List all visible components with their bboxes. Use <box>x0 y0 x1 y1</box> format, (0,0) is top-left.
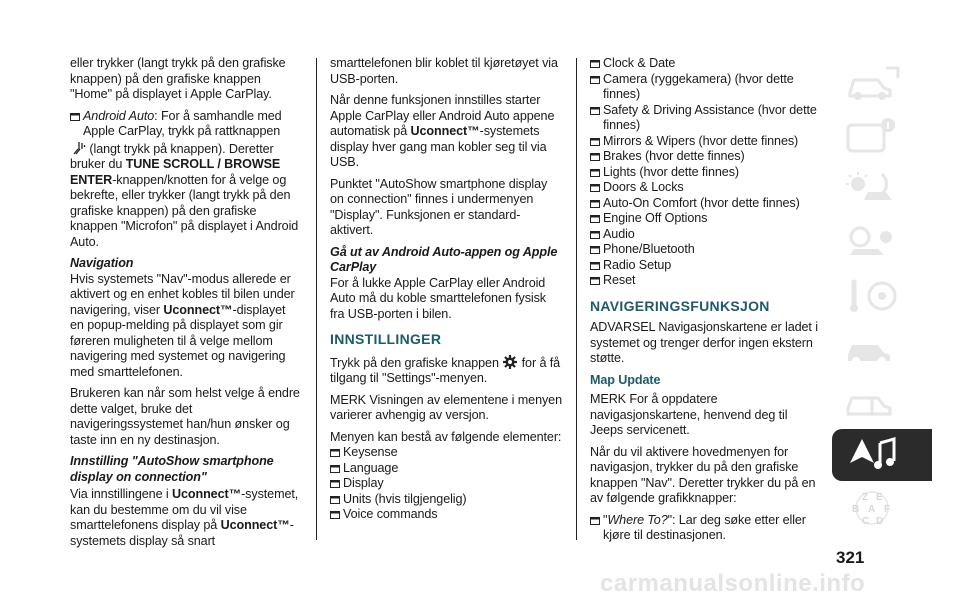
list-item: Reset <box>590 273 822 289</box>
column-divider <box>316 58 317 540</box>
car-specs-icon <box>842 382 902 422</box>
svg-text:D: D <box>876 516 884 527</box>
paragraph: eller trykker (langt trykk på den grafiske knappen) på den grafiske knappen "Home" på displayet i Apple CarPlay. <box>70 56 286 101</box>
tab-technical-specs[interactable] <box>832 376 932 428</box>
list-item: Lights (hvor dette finnes) <box>590 165 822 181</box>
settings-list-continued <box>590 56 822 289</box>
svg-text:Z: Z <box>862 492 869 503</box>
android-auto-label: Android Auto <box>83 108 155 123</box>
tab-instrument-panel[interactable] <box>832 111 932 163</box>
list-item: Safety & Driving Assistance (hvor dette finnes) <box>590 103 822 134</box>
list-item: Phone/Bluetooth <box>590 242 822 258</box>
bullet-icon <box>590 277 600 284</box>
paragraph: Når denne funksjonen innstilles starter Apple CarPlay eller Android Auto appene automatisk på Uconnect™-systemets display hver gang man kobler seg til via USB. <box>330 93 555 169</box>
bullet-icon <box>70 113 80 120</box>
page-number: 321 <box>836 548 865 567</box>
tab-starting-driving[interactable] <box>832 217 932 269</box>
navigation-music-icon <box>842 435 902 475</box>
list-item: Engine Off Options <box>590 211 822 227</box>
tab-safety[interactable] <box>832 164 932 216</box>
tune-scroll-label: TUNE SCROLL / BROWSE ENTER <box>70 157 281 187</box>
bullet-icon <box>590 169 600 176</box>
alphabet-index-icon <box>842 488 902 528</box>
bullet-icon <box>590 517 600 524</box>
bullet-icon <box>590 60 600 67</box>
list-item: Keysense <box>330 445 562 461</box>
paragraph: smarttelefonen blir koblet til kjøretøyet via USB-porten. <box>330 56 558 86</box>
android-auto-text: (langt trykk på knappen). Deretter bruker du TUNE SCROLL / BROWSE ENTER-knappen/knotten for å velge og bekrefte, eller trykker (langt trykk på den grafiske knappen) på den grafiske knappen "Microfon" på displayet i Android Auto. <box>70 141 299 249</box>
list-item: Audio <box>590 227 822 243</box>
bullet-icon <box>590 200 600 207</box>
bullet-icon <box>590 76 600 83</box>
tab-multimedia[interactable] <box>832 429 932 481</box>
list-item: Voice commands <box>330 507 562 523</box>
list-item: Auto-On Comfort (hvor dette finnes) <box>590 196 822 212</box>
column-divider <box>576 58 577 540</box>
paragraph: Hvis systemets "Nav"-modus allerede er aktivert og en enhet kobles til bilen under navigering, viser Uconnect™-displayet en popup-melding på displayet som gir føreren muligheten til å velge mellom navigering med systemet og navigering med smarttelefonen. <box>70 271 295 379</box>
tab-servicing[interactable] <box>832 323 932 375</box>
chapter-tabs <box>832 58 932 535</box>
bullet-icon <box>590 138 600 145</box>
bullet-icon <box>330 465 340 472</box>
where-to-item: "Where To?": Lar deg søke etter eller kjøre til destinasjonen. <box>590 513 822 544</box>
tab-index[interactable] <box>832 482 932 534</box>
watermark: carmanualsonline.info <box>600 570 866 597</box>
info-icon <box>842 117 902 157</box>
bullet-icon <box>330 449 340 456</box>
car-service-icon <box>842 329 902 369</box>
paragraph: For å lukke Apple CarPlay eller Android Auto må du koble smarttelefonen fysisk fra USB-porten i bilen. <box>330 275 547 321</box>
sun-car-icon <box>842 170 902 210</box>
list-item: Mirrors & Wipers (hvor dette finnes) <box>590 134 822 150</box>
list-item: Language <box>330 461 562 477</box>
warning-light-icon <box>842 223 902 263</box>
bullet-icon <box>590 184 600 191</box>
paragraph: Trykk på den grafiske knappen for å få tilgang til "Settings"-menyen. <box>330 355 561 385</box>
bullet-icon <box>330 511 340 518</box>
paragraph: Via innstillingene i Uconnect™-systemet, kan du bestemme om du vil vise smarttelefonens display på Uconnect™-systemets display så snart <box>70 487 299 548</box>
paragraph: Når du vil aktivere hovedmenyen for navigasjon, trykker du på den grafiske knappen "Nav". Deretter trykker du på en av følgende grafikknapper: <box>590 444 816 505</box>
svg-text:A: A <box>868 504 876 515</box>
bullet-icon <box>590 262 600 269</box>
car-info-icon <box>842 64 902 104</box>
column-3 <box>590 56 822 544</box>
svg-text:E: E <box>876 492 883 503</box>
bullet-icon <box>590 231 600 238</box>
list-item: Brakes (hvor dette finnes) <box>590 149 822 165</box>
list-item: Clock & Date <box>590 56 822 72</box>
bullet-icon <box>590 246 600 253</box>
paragraph: Punktet "AutoShow smartphone display on connection" finnes i undermenyen "Display". Funksjonen er standard-aktivert. <box>330 176 548 237</box>
warning: ADVARSEL Navigasjonskartene er ladet i systemet og trenger derfor ingen ekstern støtte. <box>590 320 818 365</box>
list-item: Display <box>330 476 562 492</box>
bullet-icon <box>590 153 600 160</box>
paragraph: Menyen kan bestå av følgende elementer: <box>330 429 562 444</box>
navigation-heading: Navigation <box>70 256 134 270</box>
svg-text:B: B <box>852 504 860 515</box>
settings-heading: INNSTILLINGER <box>330 331 442 347</box>
map-update-heading: Map Update <box>590 372 661 387</box>
note: MERK Visningen av elementene i menyen varierer avhengig av versjon. <box>330 392 562 422</box>
column-1 <box>70 56 302 555</box>
list-item: Camera (ryggekamera) (hvor dette finnes) <box>590 72 822 103</box>
tab-emergency[interactable] <box>832 270 932 322</box>
bullet-icon <box>590 107 600 114</box>
svg-text:C: C <box>862 516 870 527</box>
svg-text:F: F <box>884 504 891 515</box>
voice-command-icon <box>70 140 86 156</box>
gear-icon <box>502 354 518 370</box>
wrench-wheel-icon <box>842 276 902 316</box>
column-2 <box>330 56 562 525</box>
paragraph: Brukeren kan når som helst velge å endre dette valget, bruke det navigeringssystemet han/hun ønsker og taste inn en ny destinasjon. <box>70 386 300 447</box>
tab-getting-to-know-vehicle[interactable] <box>832 58 932 110</box>
list-item: Units (hvis tilgjengelig) <box>330 492 562 508</box>
navigation-function-heading: NAVIGERINGSFUNKSJON <box>590 297 770 314</box>
list-item: Doors & Locks <box>590 180 822 196</box>
bullet-icon <box>330 496 340 503</box>
exit-heading: Gå ut av Android Auto-appen og Apple CarPlay <box>330 244 558 274</box>
where-to-label: Where To? <box>607 512 668 527</box>
autoshow-heading: Innstilling "AutoShow smartphone display on connection" <box>70 454 274 484</box>
bullet-icon <box>590 215 600 222</box>
android-auto-paragraph: Android Auto: For å samhandle med Apple CarPlay, trykk på rattknappen <box>70 109 302 140</box>
bullet-icon <box>330 480 340 487</box>
note: MERK For å oppdatere navigasjonskartene, henvend deg til Jeeps servicenett. <box>590 392 788 437</box>
list-item: Radio Setup <box>590 258 822 274</box>
settings-list <box>330 445 562 523</box>
